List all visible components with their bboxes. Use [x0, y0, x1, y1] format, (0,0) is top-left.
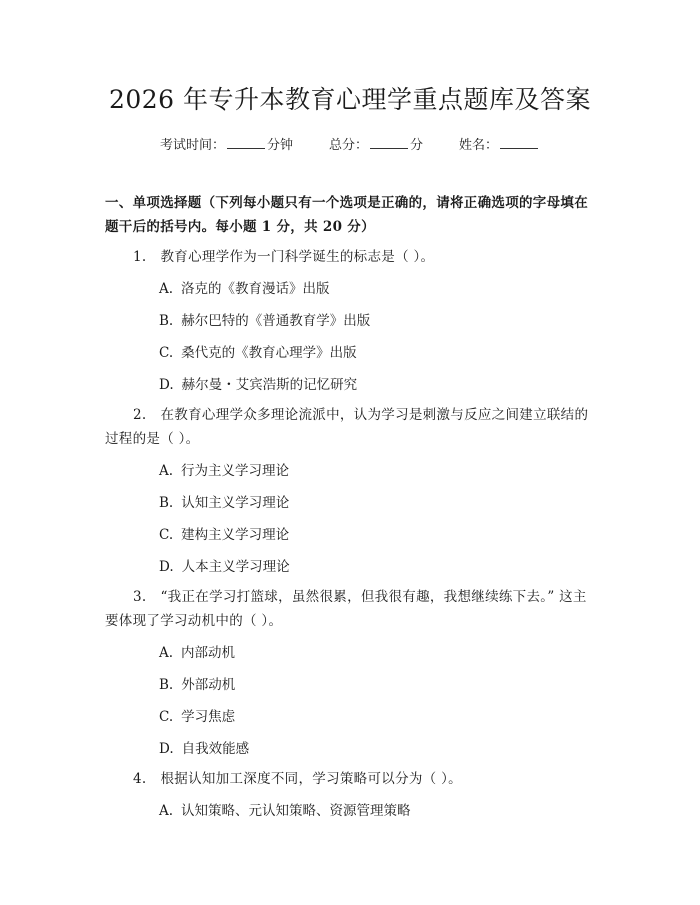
exam-score [329, 135, 423, 156]
option-text: 建构主义学习理论 [181, 527, 290, 543]
option-text: 自我效能感 [181, 741, 250, 757]
option-c [105, 341, 595, 365]
option-label: A. [159, 463, 174, 479]
question-text [105, 585, 595, 633]
option-d [105, 737, 595, 761]
option-c [105, 523, 595, 547]
option-text: 内部动机 [181, 645, 236, 661]
exam-meta [105, 135, 595, 156]
option-b [105, 673, 595, 697]
question-text [105, 767, 595, 791]
option-label: C. [159, 527, 174, 543]
question-stem: 教育心理学作为一门科学诞生的标志是（ ）。 [160, 249, 435, 265]
option-label: D. [159, 741, 174, 757]
time-label: 考试时间： [159, 138, 225, 153]
option-label: B. [159, 495, 174, 511]
section-heading: 一、单项选择题（下列每小题只有一个选项是正确的，请将正确选项的字母填在题干后的括号内。每小题 1 分，共 20 分） [105, 195, 588, 235]
question-text [105, 245, 595, 269]
option-text: 认知主义学习理论 [181, 495, 290, 511]
option-label: A. [159, 281, 174, 297]
option-text: 外部动机 [181, 677, 236, 693]
option-label: D. [159, 559, 174, 575]
question-number: 4. [133, 771, 147, 787]
page-title: 2026 年专升本教育心理学重点题库及答案 [108, 85, 592, 114]
option-b [105, 309, 595, 333]
question-stem: 在教育心理学众多理论流派中，认为学习是刺激与反应之间建立联结的过程的是（ ）。 [105, 407, 589, 447]
option-text: 桑代克的《教育心理学》出版 [181, 345, 357, 361]
score-label: 总分： [328, 138, 368, 153]
question-3 [105, 585, 595, 761]
exam-name [459, 135, 540, 156]
question-stem: “我正在学习打篮球，虽然很累，但我很有趣，我想继续练下去。” 这主要体现了学习动机中的（ ）。 [105, 589, 587, 629]
option-d [105, 373, 595, 397]
option-text: 洛克的《教育漫话》出版 [181, 281, 330, 297]
question-number: 1. [133, 249, 147, 265]
question-2 [105, 403, 595, 579]
option-label: A. [159, 645, 174, 661]
option-text: 人本主义学习理论 [181, 559, 290, 575]
option-a [105, 641, 595, 665]
option-text: 学习焦虑 [181, 709, 236, 725]
time-blank [227, 135, 265, 149]
time-unit: 分钟 [266, 138, 293, 153]
option-label: C. [159, 345, 174, 361]
score-blank [370, 135, 408, 149]
option-a [105, 799, 595, 823]
option-a [105, 277, 595, 301]
question-stem: 根据认知加工深度不同，学习策略可以分为（ ）。 [160, 771, 462, 787]
question-number: 2. [133, 407, 147, 423]
name-label: 姓名： [459, 138, 499, 153]
option-label: B. [159, 677, 174, 693]
option-label: D. [159, 377, 174, 393]
option-text: 赫尔曼・艾宾浩斯的记忆研究 [181, 377, 358, 393]
question-4 [105, 767, 595, 823]
question-number: 3. [133, 589, 147, 605]
option-label: B. [159, 313, 174, 329]
option-b [105, 491, 595, 515]
option-c [105, 705, 595, 729]
option-label: C. [159, 709, 174, 725]
option-text: 赫尔巴特的《普通教育学》出版 [181, 313, 371, 329]
option-label: A. [159, 803, 174, 819]
exam-time [160, 135, 293, 156]
question-text [105, 403, 595, 451]
option-text: 行为主义学习理论 [181, 463, 290, 479]
question-1 [105, 245, 595, 397]
option-text: 认知策略、元认知策略、资源管理策略 [181, 803, 411, 819]
name-blank [500, 135, 538, 149]
score-unit: 分 [410, 138, 424, 153]
option-a [105, 459, 595, 483]
option-d [105, 555, 595, 579]
